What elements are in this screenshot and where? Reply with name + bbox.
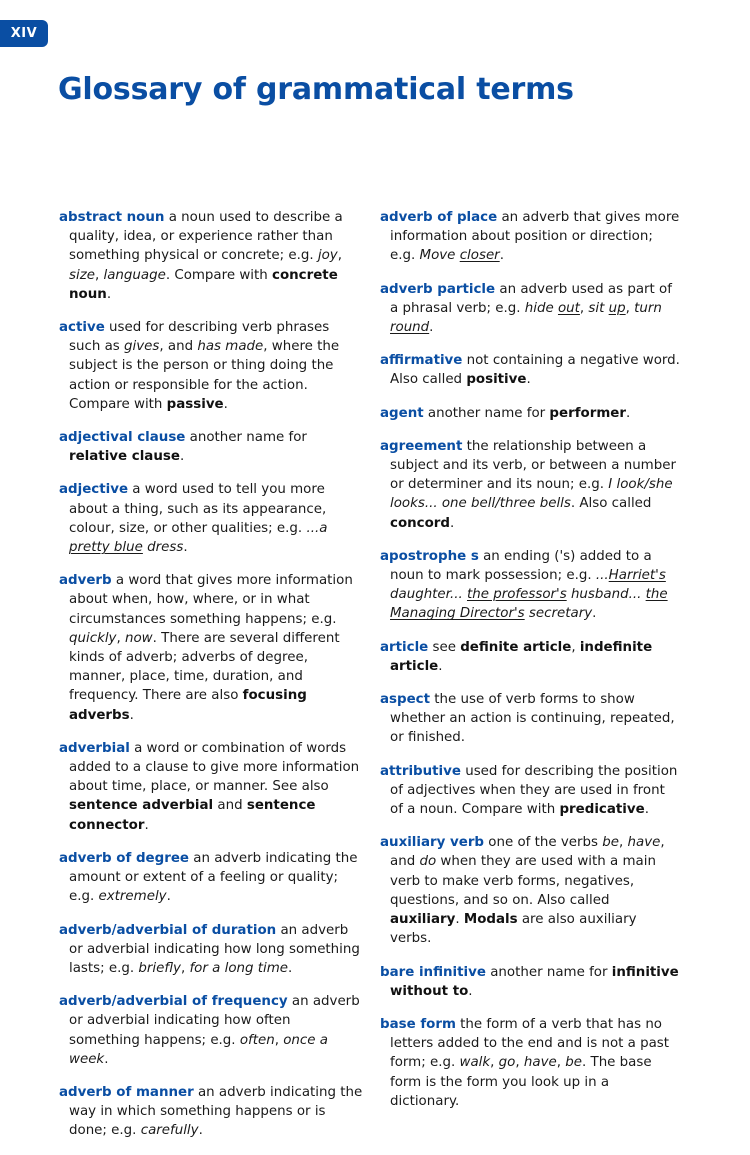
example-text: often (239, 1032, 275, 1048)
definition-text: an ending ('s) added to a noun to mark possession; e.g. (390, 548, 652, 584)
example-text: daughter... (390, 587, 467, 603)
example-text: briefly (138, 960, 181, 976)
glossary-term: adverb of manner (59, 1084, 194, 1100)
example-text: have (627, 835, 661, 851)
definition-text: , (579, 300, 589, 316)
glossary-entry (59, 1083, 364, 1141)
cross-reference: sentence connector (69, 798, 316, 833)
definition-text: are also auxiliary verbs. (390, 912, 637, 947)
example-text: husband... (566, 587, 646, 603)
cross-reference: definite article (460, 639, 572, 655)
definition-text: . (499, 248, 504, 264)
definition-text: , and (390, 835, 665, 870)
definition-text: . (166, 889, 171, 905)
definition-text: . (288, 960, 293, 976)
example-highlight: closer (459, 248, 500, 264)
example-text: carefully (140, 1123, 199, 1139)
glossary-term: auxiliary verb (380, 835, 485, 851)
glossary-term: adverb/adverbial of frequency (59, 994, 288, 1010)
definition-text: , (625, 300, 635, 316)
example-highlight: pretty blue (69, 540, 143, 556)
example-text: be (602, 835, 619, 851)
definition-text: . (429, 320, 434, 336)
example-text: secretary (524, 606, 593, 622)
cross-reference: concrete noun (69, 267, 338, 302)
cross-reference: focusing adverbs (69, 688, 307, 723)
definition-text: , (274, 1032, 284, 1048)
glossary-entry (380, 762, 680, 820)
definition-text: . (129, 707, 134, 723)
cross-reference: infinitive without to (390, 964, 679, 999)
page-title: Glossary of grammatical terms (58, 72, 574, 107)
glossary-entry (59, 480, 364, 557)
glossary-term: bare infinitive (380, 964, 486, 980)
example-text: size (69, 267, 95, 283)
glossary-term: adverb (59, 573, 112, 589)
definition-text: . (625, 405, 631, 421)
glossary-term: apostrophe s (380, 548, 479, 564)
definition-text: an adverb or adverbial indicating how often something happens; e.g. (69, 994, 360, 1048)
example-highlight: Harriet's (608, 568, 666, 584)
example-text: go (498, 1055, 516, 1071)
example-text: ... (595, 568, 609, 584)
glossary-term: adverb particle (380, 281, 496, 297)
glossary-entry (59, 849, 364, 907)
definition-text: the relationship between a subject and its verb, or between a number or determiner and its noun; e.g. (390, 438, 676, 493)
example-text: gives (124, 339, 160, 355)
definition-text: . Compare with (165, 267, 273, 283)
glossary-entry (380, 638, 680, 676)
glossary-term: aspect (380, 692, 431, 708)
glossary-entry (380, 280, 680, 338)
example-text: turn (634, 300, 662, 316)
glossary-term: abstract noun (59, 210, 165, 225)
definition-text: . (468, 983, 473, 999)
example-highlight: up (608, 300, 626, 316)
definition-text: another name for (423, 405, 550, 421)
definition-text: . Also called (570, 496, 652, 512)
cross-reference: auxiliary (390, 912, 456, 928)
definition-text: see (428, 639, 461, 655)
cross-reference: indefinite article (390, 639, 653, 674)
example-text: Move (419, 248, 460, 264)
definition-text: , where the subject is the person or thing doing the action or responsible for the action. Compare with (69, 339, 340, 412)
glossary-entry (380, 963, 680, 1001)
definition-text: , (515, 1055, 524, 1071)
glossary-term: agreement (380, 438, 463, 454)
definition-text: , (619, 835, 628, 851)
example-text: joy (317, 248, 338, 264)
glossary-entry (59, 571, 364, 725)
definition-text: , (116, 630, 125, 646)
glossary-entry (380, 208, 680, 266)
cross-reference: sentence adverbial (69, 798, 214, 814)
definition-text: . There are several different kinds of adverb; adverbs of degree, manner, place, time, duration, and frequency. There are also (69, 630, 340, 704)
definition-text: . The base form is the form you look up in a dictionary. (390, 1055, 652, 1109)
cross-reference: predicative (559, 802, 645, 818)
definition-text: a word used to tell you more about a thing, such as its appearance, colour, size, or other qualities; e.g. (69, 482, 327, 536)
glossary-term: adverbial (59, 740, 130, 756)
definition-text: used for describing the position of adjectives when they are used in front of a noun. Compare with (390, 763, 678, 818)
example-text: for a long time (189, 960, 289, 976)
example-text: quickly (69, 630, 117, 646)
glossary-entry (380, 547, 680, 624)
definition-text: , (490, 1055, 499, 1071)
definition-text: an adverb used as part of a phrasal verb; e.g. (390, 281, 672, 316)
definition-text: , and (159, 339, 198, 355)
definition-text: . (223, 396, 228, 412)
definition-text: the form of a verb that has no letters added to the end and is not a past form; e.g. (390, 1016, 670, 1071)
glossary-term: adverb of degree (59, 850, 189, 866)
example-highlight: out (557, 300, 580, 316)
definition-text: . (198, 1123, 203, 1139)
definition-text: , (556, 1055, 566, 1071)
definition-text: used for describing verb phrases such as (69, 320, 330, 355)
cross-reference: relative clause (69, 449, 180, 465)
definition-text: an adverb indicating the amount or extent of a feeling or quality; e.g. (69, 850, 358, 905)
glossary-term: adverb of place (380, 210, 498, 225)
glossary-entry (59, 208, 364, 304)
definition-text: , (337, 248, 342, 264)
definition-text: a word that gives more information about when, how, where, or in what circumstances something happens; e.g. (69, 573, 353, 627)
definition-text: another name for (485, 964, 612, 980)
example-text: sit (588, 300, 609, 316)
glossary-term: adjective (59, 482, 129, 498)
definition-text: . (644, 802, 649, 818)
glossary-entry (380, 437, 680, 533)
definition-text: , (180, 960, 190, 976)
definition-text: an adverb that gives more information about position or direction; e.g. (390, 210, 680, 264)
glossary-entry (380, 833, 680, 948)
definition-text: another name for (185, 430, 307, 446)
example-text: extremely (98, 889, 167, 905)
glossary-term: adverb/adverbial of duration (59, 922, 277, 938)
glossary-entry (59, 921, 364, 979)
glossary-column-left (59, 208, 364, 1155)
glossary-term: article (380, 639, 429, 655)
glossary-term: active (59, 320, 105, 336)
glossary-column-right (380, 208, 680, 1125)
example-text: dress (142, 540, 184, 556)
glossary-entry (380, 404, 680, 423)
definition-text: one of the verbs (484, 835, 603, 851)
definition-text: an adverb or adverbial indicating how long something lasts; e.g. (69, 922, 360, 976)
glossary-term: adjectival clause (59, 430, 186, 446)
definition-text: . (450, 515, 455, 531)
definition-text: , (94, 267, 104, 283)
example-text: do (419, 854, 437, 870)
page-number: XIV (10, 26, 38, 41)
definition-text: and (213, 798, 247, 814)
example-text: ...a (306, 520, 328, 536)
definition-text: an adverb indicating the way in which something happens or is done; e.g. (69, 1084, 363, 1139)
example-text: walk (459, 1055, 491, 1071)
example-text: now (124, 630, 153, 646)
definition-text: a word or combination of words added to a clause to give more information about time, place, or manner. See also (69, 740, 360, 795)
example-highlight: the professor's (466, 587, 567, 603)
example-text: I look/she looks... one bell/three bells (390, 477, 673, 512)
glossary-entry (380, 690, 680, 748)
definition-text: when they are used with a main verb to make verb forms, negatives, questions, and so on. Also called (390, 854, 656, 908)
example-highlight: round (390, 320, 430, 336)
cross-reference: concord (390, 515, 450, 531)
definition-text: . (438, 658, 443, 674)
example-highlight: the Managing Director's (390, 587, 668, 622)
glossary-term: agent (380, 405, 424, 421)
definition-text: a noun used to describe a quality, idea, or experience rather than something physical or concrete; e.g. (69, 210, 343, 264)
example-text: language (103, 267, 166, 283)
glossary-entry (380, 1015, 680, 1111)
glossary-entry (380, 351, 680, 389)
example-text: hide (524, 300, 558, 316)
definition-text: . (104, 1051, 109, 1067)
definition-text: . (592, 606, 597, 622)
glossary-entry (59, 318, 364, 414)
page-number-tab (0, 20, 48, 47)
cross-reference: Modals (463, 912, 518, 928)
cross-reference: passive (166, 396, 224, 412)
example-text: once a week (69, 1032, 328, 1067)
cross-reference: positive (466, 372, 527, 388)
glossary-entry (59, 992, 364, 1069)
example-text: have (523, 1055, 557, 1071)
definition-text: , (571, 639, 580, 655)
definition-text: not containing a negative word. Also called (390, 353, 680, 388)
glossary-term: attributive (380, 763, 461, 779)
glossary-entry (59, 739, 364, 835)
example-text: be (565, 1055, 582, 1071)
definition-text: . (183, 540, 188, 556)
definition-text: . (455, 912, 464, 928)
definition-text: . (526, 372, 531, 388)
glossary-term: base form (380, 1016, 456, 1032)
example-text: has made (197, 339, 264, 355)
glossary-entry (59, 428, 364, 466)
definition-text: . (179, 449, 185, 465)
cross-reference: performer (549, 405, 626, 421)
glossary-term: affirmative (380, 353, 463, 369)
definition-text: . (106, 286, 112, 302)
definition-text: the use of verb forms to show whether an action is continuing, repeated, or finished. (390, 692, 675, 746)
definition-text: . (144, 817, 149, 833)
